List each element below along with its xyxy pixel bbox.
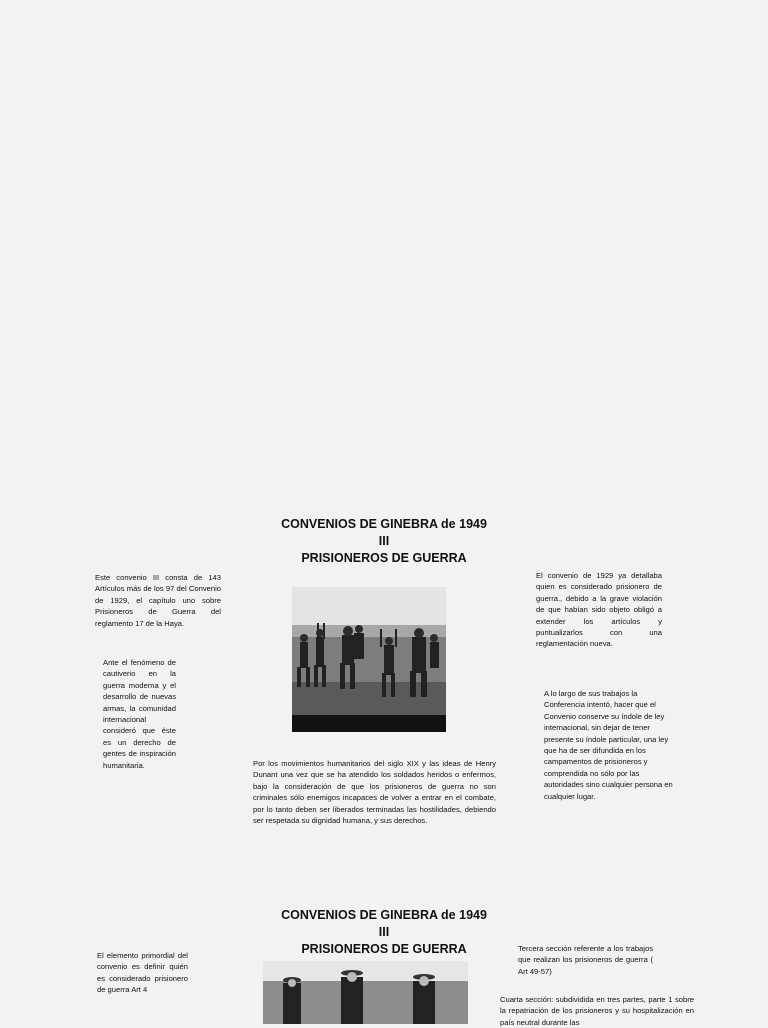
- slide2-right-top-text: Tercera sección referente a los trabajos que realizan los prisioneros de guerra ( Art 49-57): [518, 944, 653, 976]
- slide2-title-line1: CONVENIOS DE GINEBRA de 1949: [281, 908, 487, 922]
- slide1-title: [0, 516, 768, 567]
- slide2-right-bottom-text: Cuarta sección: subdividida en tres partes, parte 1 sobre la repatriación de los prisioneros y su hospitalización en país neutral durante las: [500, 995, 694, 1027]
- slide2-title-line2: III: [378, 925, 390, 939]
- slide1-title-line3: PRISIONEROS DE GUERRA: [301, 551, 467, 565]
- slide1-right-top-text: El convenio de 1929 ya detallaba quien es considerado prisionero de guerra., debido a la grave violación de que habían sido objeto obligó a extender los artículos y puntualizarlos con una reglamentación nueva.: [536, 571, 662, 649]
- slide2-soldiers-photo: [263, 961, 468, 1024]
- slide1-right-bottom-text: A lo largo de sus trabajos la Conferencia intentó, hacer que el Convenio conserve su índole de ley internacional, sin dejar de tener presente su índole particular, una ley que ha de ser difundida en los campamentos de prisioneros y comprendida no sólo por las autoridades sino cualquier persona en cualquier lugar.: [544, 689, 673, 801]
- slide1-prisoners-photo: [292, 587, 446, 732]
- slide1-center-text: Por los movimientos humanitarios del siglo XIX y las ideas de Henry Dunant una vez que se ha atendido los soldados heridos o enfermos, bajo la consideración de que los prisioneros de guerra no son criminales sólo enemigos incapaces de volver a entrar en el combate, por lo tanto deben ser liberados terminadas las hostilidades, debiendo ser respetada su dignidad humana, y sus derechos.: [253, 759, 496, 826]
- slide1-left-bottom-text: Ante el fenómeno de cautiverio en la guerra moderna y el desarrollo de nuevas armas, la comunidad internacional consideró que éste es un derecho de gentes de inspiración humanitaria.: [103, 658, 176, 770]
- slide2-title-line3: PRISIONEROS DE GUERRA: [301, 942, 467, 956]
- slide1-title-line1: CONVENIOS DE GINEBRA de 1949: [281, 517, 487, 531]
- slide1-left-top-text: Este convenio III consta de 143 Artículos más de los 97 del Convenio de 1929, el capítulo uno sobre Prisioneros de Guerra del reglamento 17 de la Haya.: [95, 573, 221, 628]
- slide2-left-text: El elemento primordial del convenio es definir quién es considerado prisionero de guerra Art 4: [97, 951, 188, 995]
- slide1-title-line2: III: [378, 534, 390, 548]
